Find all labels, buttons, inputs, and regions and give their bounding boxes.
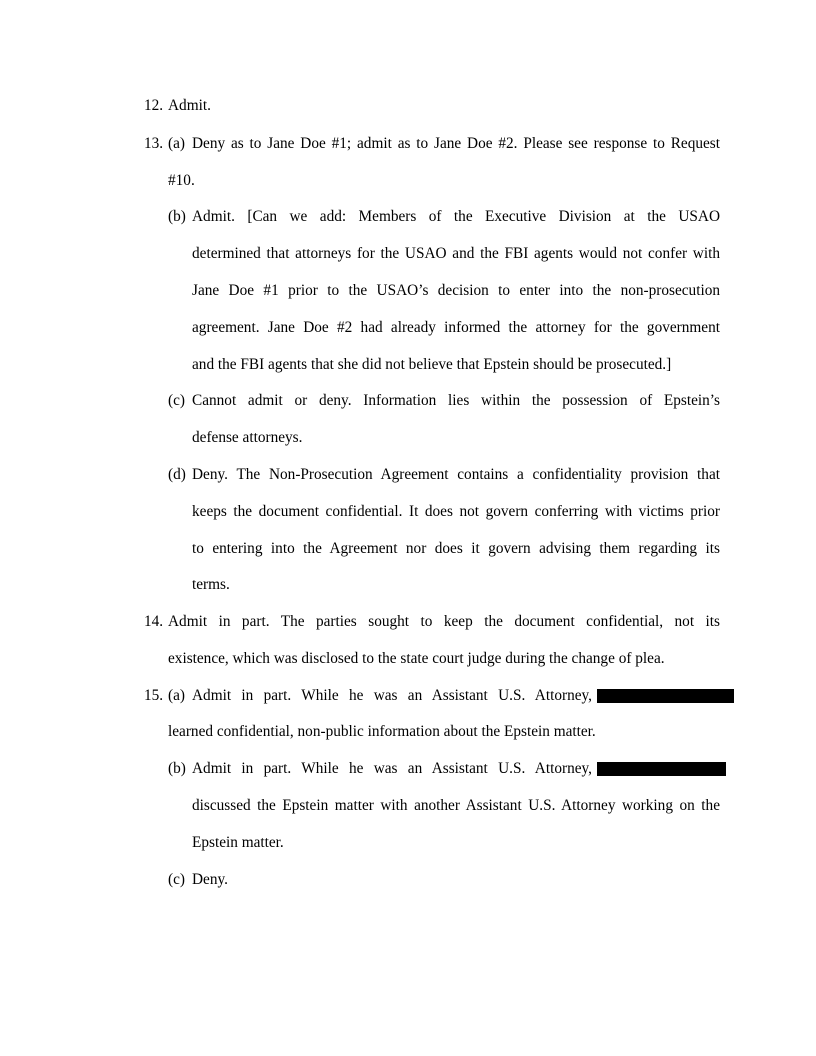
item-15a-line: Admit in part. While he was an Assistant U.S. Attorney, bbox=[192, 687, 592, 704]
item-14-line: Admit in part. The parties sought to keep the document confidential, not its bbox=[168, 613, 720, 630]
item-13d-line: terms. bbox=[192, 576, 230, 593]
item-13b-line: Jane Doe #1 prior to the USAO’s decision to enter into the non-prosecution bbox=[192, 282, 720, 299]
item-15c-text: Deny. bbox=[192, 871, 228, 888]
item-13a-line: #10. bbox=[168, 172, 195, 189]
item-13d-line: to entering into the Agreement nor does it govern advising them regarding its bbox=[192, 540, 720, 557]
subitem-label: (c) bbox=[168, 871, 185, 888]
item-15b-line: Admit in part. While he was an Assistant U.S. Attorney, bbox=[192, 760, 592, 777]
redaction-bar bbox=[597, 689, 734, 703]
item-15a-line: learned confidential, non-public information about the Epstein matter. bbox=[168, 723, 596, 740]
item-13c-line: Cannot admit or deny. Information lies within the possession of Epstein’s bbox=[192, 392, 720, 409]
subitem-label: (d) bbox=[168, 466, 186, 483]
subitem-label: (b) bbox=[168, 208, 186, 225]
item-13a-line: Deny as to Jane Doe #1; admit as to Jane Doe #2. Please see response to Request bbox=[192, 135, 720, 152]
item-text: Admit. bbox=[168, 97, 211, 114]
item-15b-line: discussed the Epstein matter with another Assistant U.S. Attorney working on the bbox=[192, 797, 720, 814]
item-number: 14. bbox=[144, 613, 164, 630]
item-12 bbox=[144, 97, 211, 114]
subitem-label: (c) bbox=[168, 392, 185, 409]
item-number: 13. bbox=[144, 135, 164, 152]
item-13b-line: Admit. [Can we add: Members of the Executive Division at the USAO bbox=[192, 208, 720, 225]
item-13d-line: Deny. The Non-Prosecution Agreement contains a confidentiality provision that bbox=[192, 466, 720, 483]
item-13b-line: and the FBI agents that she did not believe that Epstein should be prosecuted.] bbox=[192, 356, 672, 373]
subitem-label: (a) bbox=[168, 687, 185, 704]
item-15b-line: Epstein matter. bbox=[192, 834, 284, 851]
subitem-label: (b) bbox=[168, 760, 186, 777]
item-number: 12. bbox=[144, 97, 164, 114]
item-13b-line: agreement. Jane Doe #2 had already informed the attorney for the government bbox=[192, 319, 720, 336]
subitem-label: (a) bbox=[168, 135, 185, 152]
item-13b-line: determined that attorneys for the USAO and the FBI agents would not confer with bbox=[192, 245, 720, 262]
item-13c-line: defense attorneys. bbox=[192, 429, 303, 446]
item-number: 15. bbox=[144, 687, 164, 704]
item-14-line: existence, which was disclosed to the state court judge during the change of plea. bbox=[168, 650, 665, 667]
redaction-bar bbox=[597, 762, 726, 776]
item-13d-line: keeps the document confidential. It does not govern conferring with victims prior bbox=[192, 503, 720, 520]
